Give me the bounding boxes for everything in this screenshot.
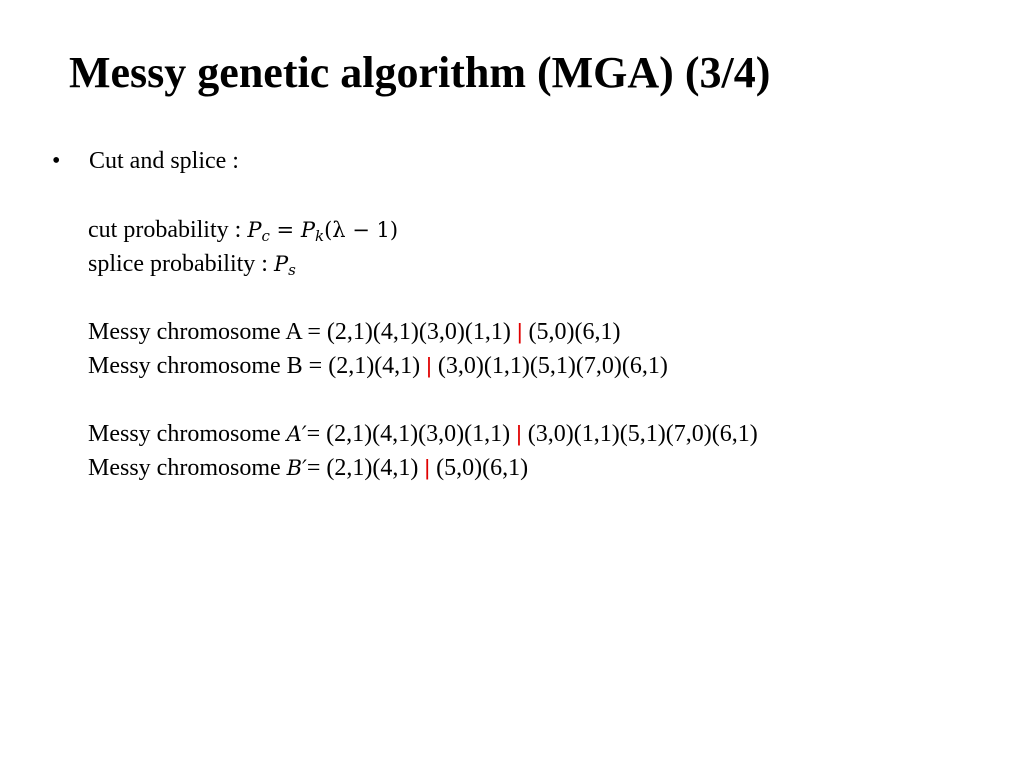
splice-probability-formula (273, 252, 296, 279)
chromosome-label: Messy chromosome (88, 455, 281, 481)
chromosome-equals: = (306, 421, 321, 447)
cut-point-marker: | (426, 353, 432, 378)
chromosome-equals: = (308, 353, 323, 379)
formula-equals: = (276, 218, 295, 242)
chromosome-right-segment: (3,0)(1,1)(5,1)(7,0)(6,1) (437, 353, 668, 379)
formula-p-subscript: c (261, 227, 270, 245)
formula-p2-subscript: k (314, 227, 325, 245)
formula-expression: (λ − 1) (324, 218, 399, 242)
chromosome-right-segment: (5,0)(6,1) (436, 455, 529, 481)
formula-p2: P (300, 218, 315, 242)
cut-probability-formula (247, 218, 399, 245)
splice-probability-line (88, 248, 296, 280)
bullet-symbol: • (52, 148, 61, 174)
formula-p: P (247, 218, 262, 242)
chromosome-label: Messy chromosome A (88, 319, 302, 345)
chromosome-equals: = (306, 455, 321, 481)
chromosome-right-segment: (5,0)(6,1) (528, 319, 621, 345)
splice-probability-label: splice probability : (88, 251, 268, 277)
formula-ps: P (273, 252, 289, 276)
formula-ps-subscript: s (288, 261, 296, 279)
chromosome-a-prime-line (88, 418, 758, 450)
cut-probability-label: cut probability : (88, 217, 242, 243)
cut-point-marker: | (424, 455, 431, 480)
cut-point-marker: | (516, 421, 522, 446)
chromosome-left-segment: (2,1)(4,1) (328, 353, 421, 379)
chromosome-a-line (88, 316, 621, 348)
cut-probability-line (88, 214, 398, 246)
bullet-item-cut-and-splice (52, 145, 239, 177)
chromosome-label: Messy chromosome (88, 421, 281, 447)
chromosome-symbol: A′ (286, 422, 307, 446)
cut-point-marker: | (516, 319, 523, 344)
chromosome-right-segment: (3,0)(1,1)(5,1)(7,0)(6,1) (527, 421, 758, 447)
chromosome-label: Messy chromosome B (88, 353, 303, 379)
chromosome-b-line (88, 350, 668, 382)
chromosome-left-segment: (2,1)(4,1) (326, 455, 419, 481)
chromosome-equals: = (307, 319, 321, 345)
bullet-text: Cut and splice : (89, 148, 239, 174)
chromosome-b-prime-line (88, 452, 528, 484)
chromosome-symbol: B′ (286, 456, 307, 480)
chromosome-left-segment: (2,1)(4,1)(3,0)(1,1) (326, 319, 511, 345)
slide-title: Messy genetic algorithm (MGA) (3/4) (69, 48, 771, 97)
chromosome-left-segment: (2,1)(4,1)(3,0)(1,1) (326, 421, 511, 447)
